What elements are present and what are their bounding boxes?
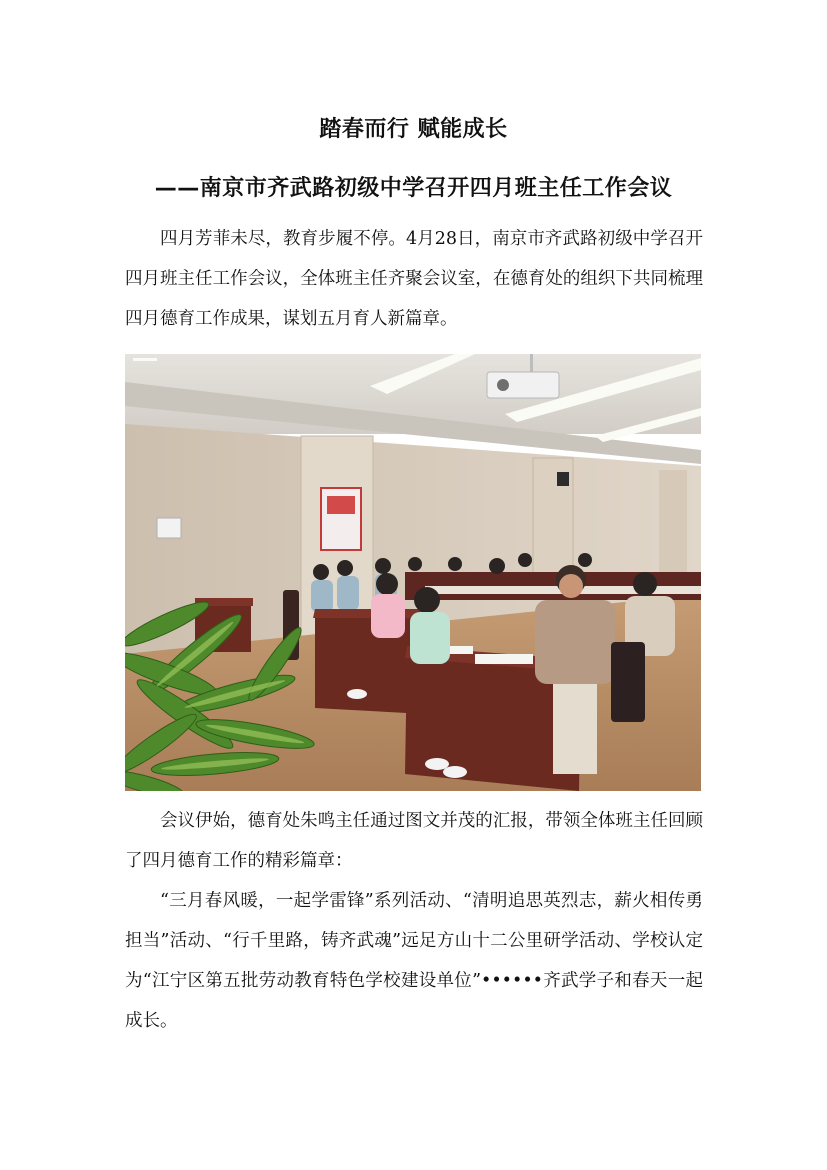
article-subtitle: ——南京市齐武路初级中学召开四月班主任工作会议 — [154, 176, 673, 201]
paragraph-review: 会议伊始，德育处朱鸣主任通过图文并茂的汇报，带领全体班主任回顾了四月德育工作的精彩篇章： — [125, 811, 703, 871]
meeting-photo — [125, 354, 701, 791]
paragraph-activities: “三月春风暖，一起学雷锋”系列活动、“清明追思英烈志，薪火相传勇担当”活动、“行千里路，铸齐武魂”远足方山十二公里研学活动、学校认定为“江宁区第五批劳动教育特色学校建设单位”••••••齐武学子和春天一起成长。 — [125, 891, 703, 1031]
article-title: 踏春而行 赋能成长 — [319, 117, 508, 142]
paragraph-intro: 四月芳菲未尽，教育步履不停。4月28日，南京市齐武路初级中学召开四月班主任工作会议，全体班主任齐聚会议室，在德育处的组织下共同梳理四月德育工作成果，谋划五月育人新篇章。 — [125, 229, 703, 329]
